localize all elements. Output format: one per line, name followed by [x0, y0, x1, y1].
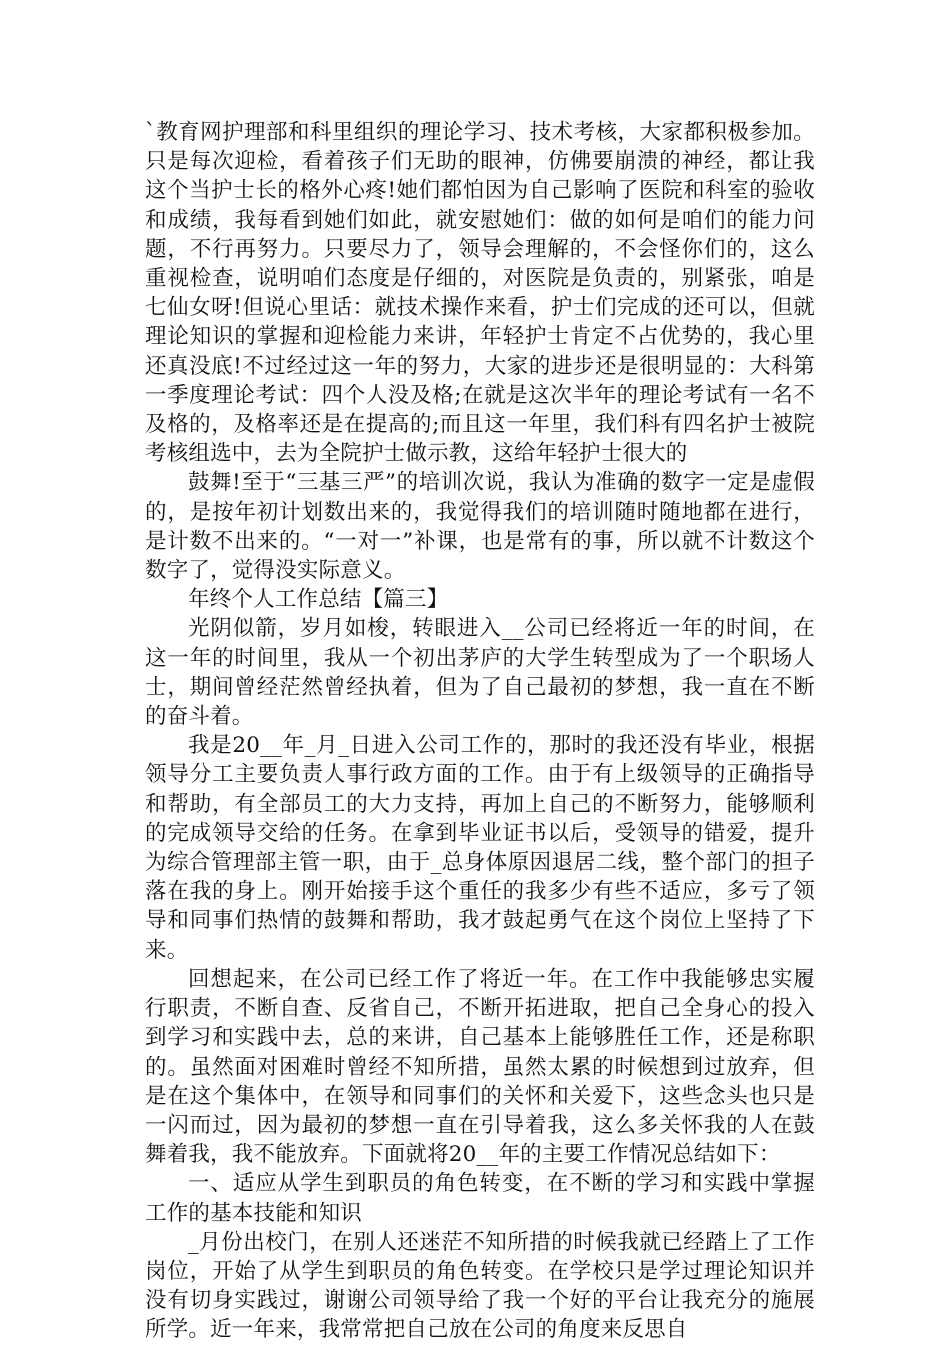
section-heading-part-three: 年终个人工作总结【篇三】 [188, 587, 449, 613]
paragraph-intro: 光阴似箭，岁月如梭，转眼进入__公司已经将近一年的时间，在这一年的时间里，我从一个初出茅庐的大学生转型成为了一个职场人士，期间曾经茫然曾经执着，但为了自己最初的梦想，我一直在不断的奋斗着。 [145, 616, 815, 730]
paragraph-reflection: 回想起来，在公司已经工作了将近一年。在工作中我能够忠实履行职责，不断自查、反省自己，不断开拓进取，把自己全身心的投入到学习和实践中去，总的来讲，自己基本上能够胜任工作，还是称职的。虽然面对困难时曾经不知所措，虽然太累的时候想到过放弃，但是在这个集体中，在领导和同事们的关怀和关爱下，这些念头也只是一闪而过，因为最初的梦想一直在引导着我，这么多关怀我的人在鼓舞着我，我不能放弃。下面就将20__年的主要工作情况总结如下： [145, 966, 815, 1168]
paragraph-leaving-school: _月份出校门，在别人还迷茫不知所措的时候我就已经踏上了工作岗位，开始了从学生到职员的角色转变。在学校只是学过理论知识并没有切身实践过，谢谢公司领导给了我一个好的平台让我充分的施展所学。近一年来，我常常把自己放在公司的角度来反思自 [145, 1229, 815, 1343]
paragraph-joining-company: 我是20__年_月_日进入公司工作的，那时的我还没有毕业，根据领导分工主要负责人事行政方面的工作。由于有上级领导的正确指导和帮助，有全部员工的大力支持，再加上自己的不断努力，能够顺利的完成领导交给的任务。在拿到毕业证书以后，受领导的错爱，提升为综合管理部主管一职，由于_总身体原因退居二线，整个部门的担子落在我的身上。刚开始接手这个重任的我多少有些不适应，多亏了领导和同事们热情的鼓舞和帮助，我才鼓起勇气在这个岗位上坚持了下来。 [145, 733, 815, 963]
subheading-role-transition: 一、适应从学生到职员的角色转变，在不断的学习和实践中掌握工作的基本技能和知识 [145, 1171, 815, 1226]
paragraph-encouragement: 鼓舞!至于“三基三严”的培训次说，我认为准确的数字一定是虚假的，是按年初计划数出来的，我觉得我们的培训随时随地都在进行，是计数不出来的。“一对一”补课，也是常有的事，所以就不计数这个数字了，觉得没实际意义。 [145, 470, 815, 584]
paragraph-nursing-training: `教育网护理部和科里组织的理论学习、技术考核，大家都积极参加。只是每次迎检，看着孩子们无助的眼神，仿佛要崩溃的神经，都让我这个当护士长的格外心疼!她们都怕因为自己影响了医院和科室的验收和成绩，我每看到她们如此，就安慰她们：做的如何是咱们的能力问题，不行再努力。只要尽力了，领导会理解的，不会怪你们的，这么重视检查，说明咱们态度是仔细的，对医院是负责的，别紧张，咱是七仙女呀!但说心里话：就技术操作来看，护士们完成的还可以，但就理论知识的掌握和迎检能力来讲，年轻护士肯定不占优势的，我心里还真没底!不过经过这一年的努力，大家的进步还是很明显的：大科第一季度理论考试：四个人没及格;在就是这次半年的理论考试有一名不及格的，及格率还是在提高的;而且这一年里，我们科有四名护士被院考核组选中，去为全院护士做示教，这给年轻护士很大的 [145, 120, 815, 467]
document-body [145, 118, 815, 1345]
